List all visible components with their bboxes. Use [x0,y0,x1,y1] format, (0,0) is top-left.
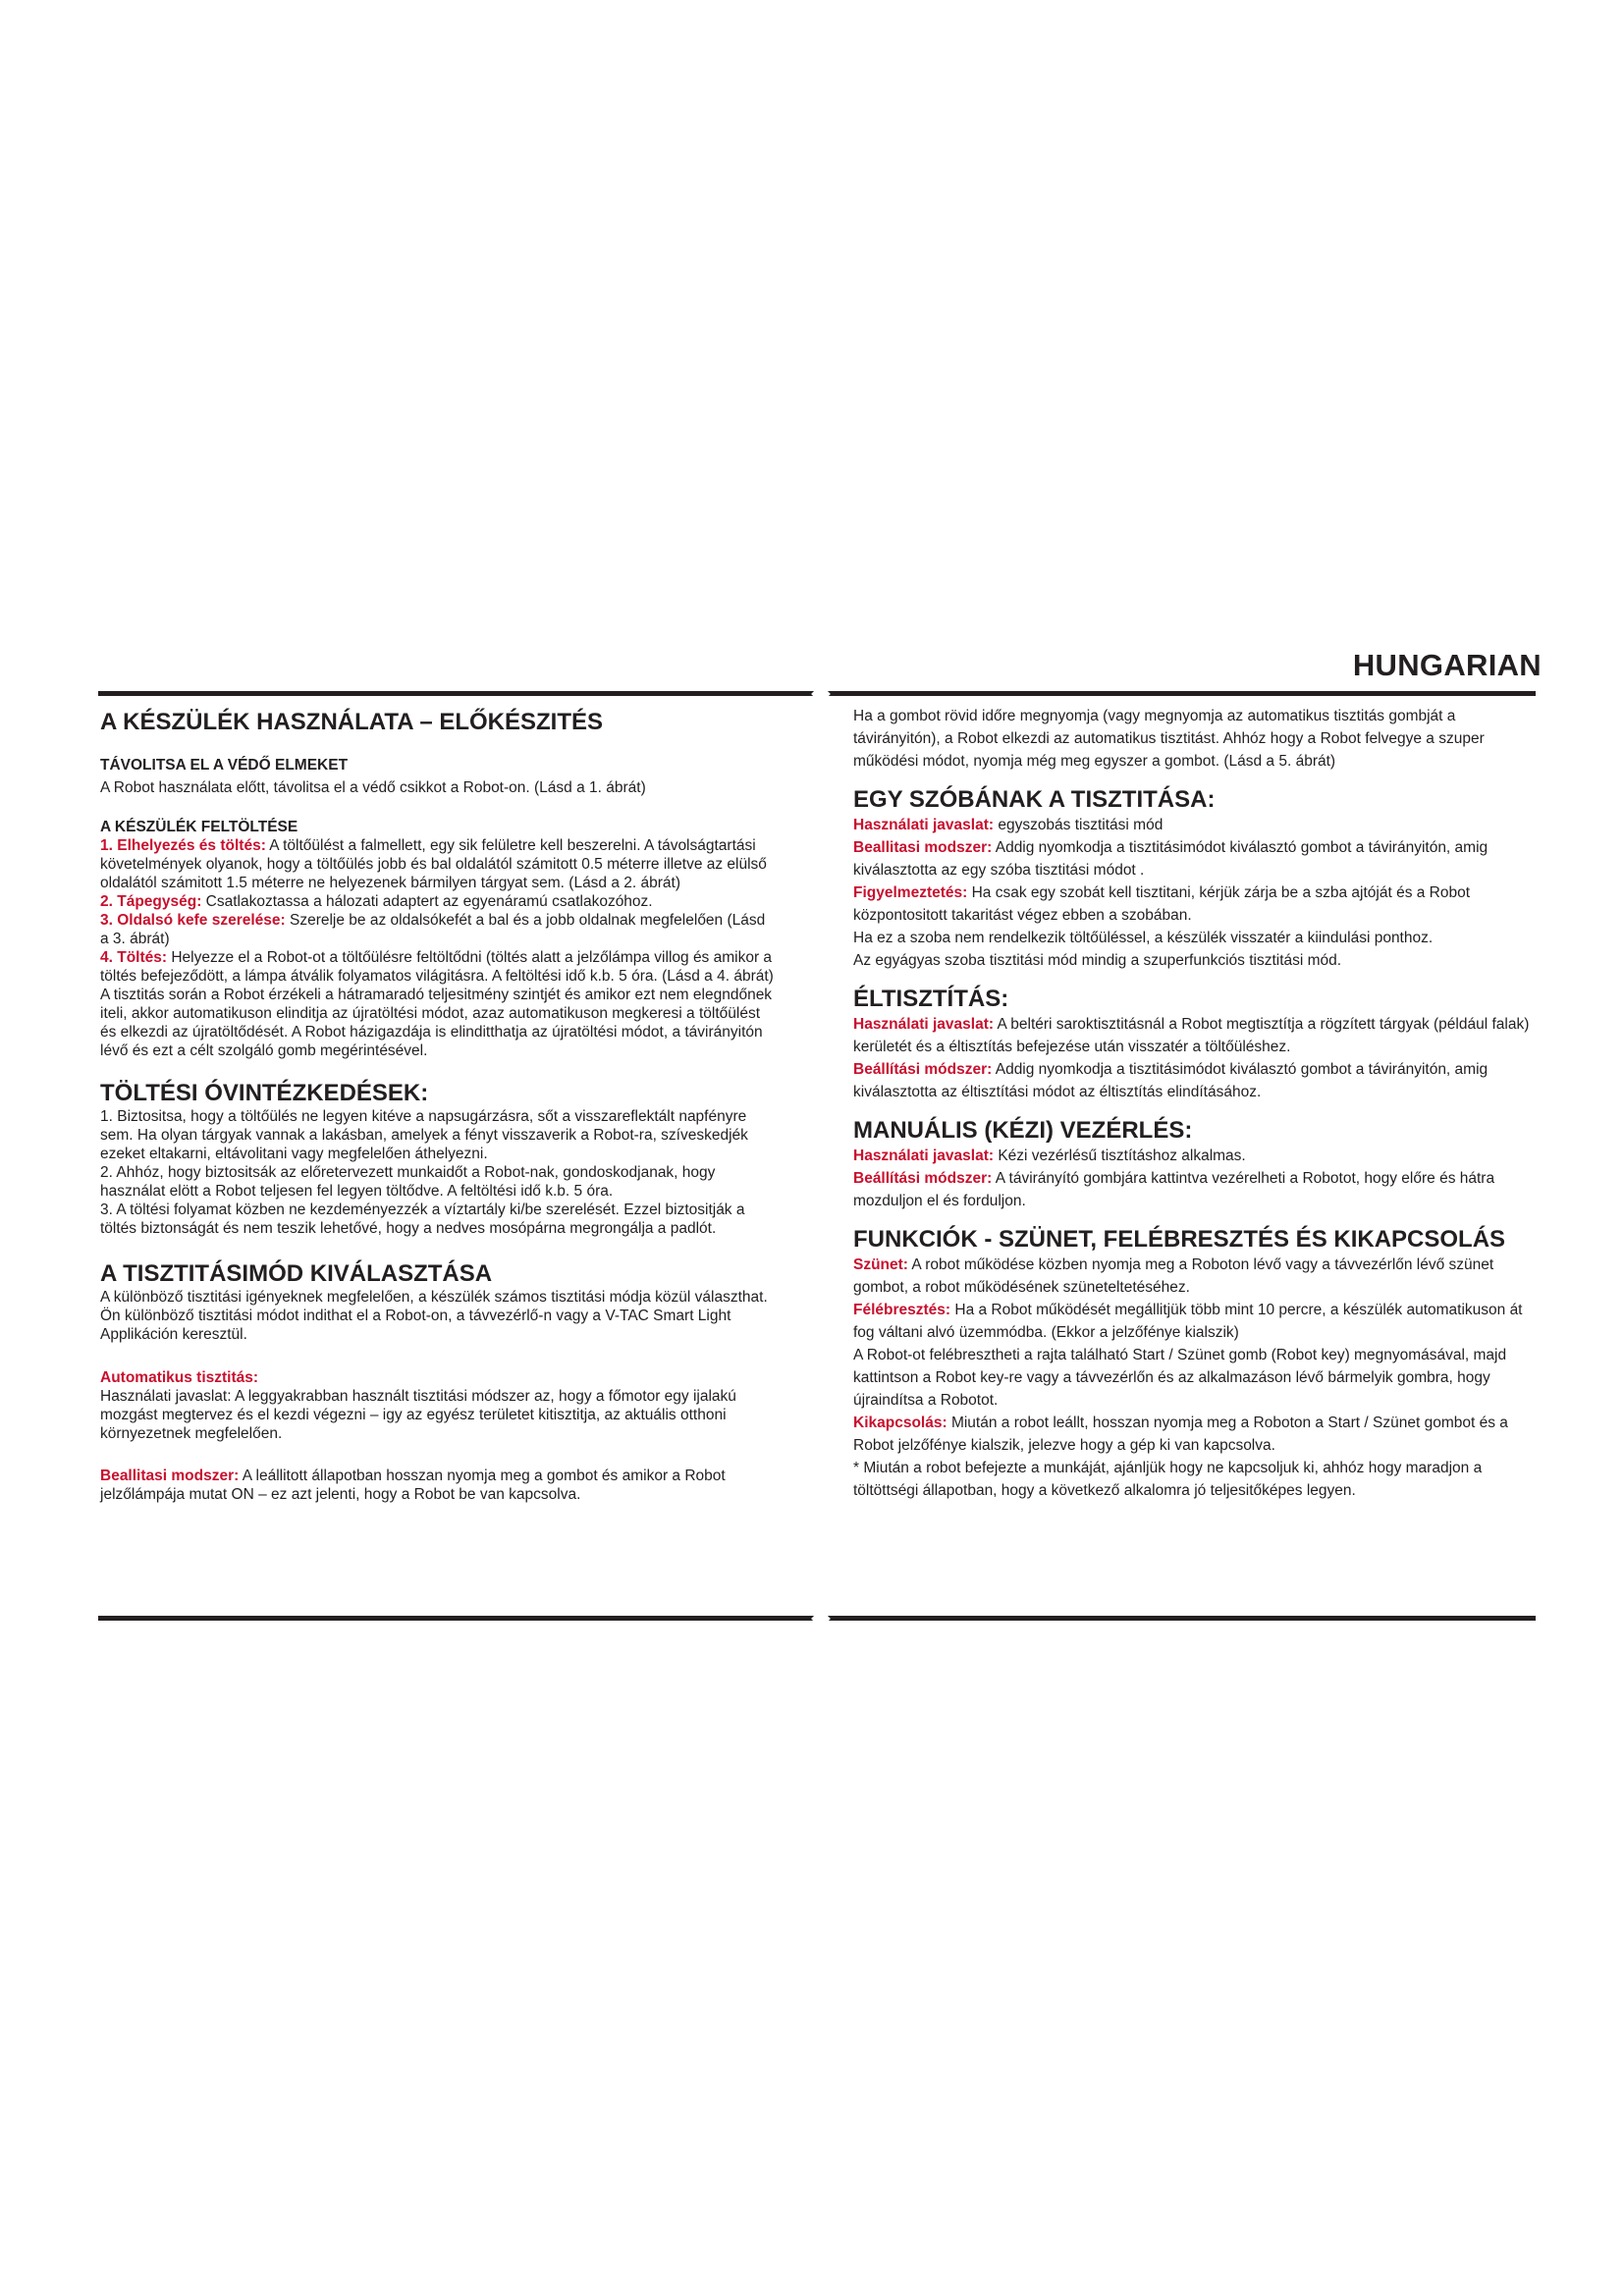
off-text: Miután a robot leállt, hosszan nyomja meg a Roboton a Start / Szünet gombot és a Robot jelzőfénye kialszik, jelezve hogy a gép ki van kapcsolva. [853,1415,1508,1454]
usage-text: A beltéri saroktisztitásnál a Robot megtisztítja a rögzített tárgyak (például falak) kerületét és a éltisztítás befejezése után visszatér a töltőüléshez. [853,1016,1530,1055]
setting-label: Beállítási módszer: [853,1170,993,1187]
pause-text: A robot működése közben nyomja meg a Roboton lévő vagy a távvezérlőn lévő szünet gombot, a robot működésének szüneteltetéséhez. [853,1256,1494,1296]
off-function [853,1412,1541,1457]
usage-label: Használati javaslat: [853,1016,995,1033]
edge-usage [853,1013,1541,1058]
wake-text: Ha a Robot működését megállitjük több mint 10 percre, a készülék automatikuson át fog váltani alvó üzemmódba. (Ekkor a jelzőfénye kialszik) [853,1302,1523,1341]
setting-method-body: A leállitott állapotban hosszan nyomja meg a gombot és amikor a Robot jelzőlámpája mutat ON – ez azt jelenti, hogy a Robot be van kapcsolva. [100,1468,726,1503]
caution-item-2: 2. Ahhóz, hogy biztositsák az előretervezett munkaidőt a Robot-nak, gondoskodjanak, hogy használat elött a Robot teljesen fel legyen töltődve. A feltöltési idő k.b. 5 óra. [100,1164,716,1200]
mode-selection-text: A különböző tisztitási igényeknek megfelelően, a készülék számos tisztitási módja közül választhat. Ön különböző tisztitási módot indithat el a Robot-on, a távvezérlő-n vagy a V-TAC Smart Light Applikáción keresztül. [100,1289,768,1343]
pause-label: Szünet: [853,1256,908,1273]
setting-text: Addig nyomkodja a tisztitásimódot kiválasztó gombot a távirányitón, amig kiválasztotta az egy szóba tisztitási módot . [853,839,1489,879]
setting-text: A távirányító gombjára kattintva vezérelheti a Robotot, hogy előre és hátra mozduljon el és forduljon. [853,1170,1495,1209]
manual-control-heading: MANUÁLIS (KÉZI) VEZÉRLÉS: [853,1117,1193,1144]
charge-item-2 [100,892,778,911]
preparation-title: A KÉSZÜLÉK HASZNÁLATA – ELŐKÉSZITÉS [100,709,604,735]
setting-text: Addig nyomkodja a tisztitásimódot kiválasztó gombot a távirányitón, amig kiválasztotta az éltisztítási módot az éltisztítás elindításához. [853,1061,1489,1100]
setting-method-label: Beallitasi modszer: [100,1468,240,1484]
setting-method-block [100,1467,778,1504]
caution-item-3: 3. A töltési folyamat közben ne kezdeményezzék a víztartály ki/be szerelését. Ezzel biztositják a töltés biztonságát és nem teszik lehetővé, hogy a nedves mosópárna megrongálja a padlót. [100,1201,745,1237]
auto-cleaning-block [100,1368,778,1443]
top-divider-notch [811,684,831,704]
protect-heading: TÁVOLITSA EL A VÉDŐ ELMEKET [100,757,349,774]
warning-text: Ha csak egy szobát kell tisztitani, kérjük zárja be a szba ajtóját és a Robot központositott takaritást végez ebben a szobában. [853,884,1471,924]
protect-text: A Robot használata előtt, távolitsa el a védő csikkot a Robot-on. (Lásd a 1. ábrát) [100,779,646,796]
functions-footnote: * Miután a robot befejezte a munkáját, ajánljük hogy ne kapcsoljuk ki, ahhóz hogy maradjon a töltöttségi állapotban, hogy a következő alkalomra jó teljesitőképes legyen. [853,1460,1483,1499]
warning-label: Figyelmeztetés: [853,884,968,901]
charge-item-text: A töltőülést a falmellett, egy sik felületre kell beszerelni. A távolságtartási követelmények olyanok, hogy a töltőülés jobb és bal oldalától számitott 0.5 méterre illetve az elülső oldalától számitott 1.5 méterre ne helyezenek bármilyen tárgyat sem. (Lásd a 2. ábrát) [100,837,767,891]
functions-heading: FUNKCIÓK - SZÜNET, FELÉBRESZTÉS ÉS KIKAPCSOLÁS [853,1226,1506,1253]
usage-label: Használati javaslat: [853,1148,995,1164]
usage-text: Kézi vezérlésű tisztításhoz alkalmas. [994,1148,1246,1164]
wake-note: A Robot-ot felébresztheti a rajta található Start / Szünet gomb (Robot key) megnyomásával, majd kattintson a Robot key-re vagy a távvezérlőn és az alkalmazáson lévő bármelyik gombra, hogy újraindítsa a Robotot. [853,1347,1507,1409]
single-room-note-2: Az egyágyas szoba tisztitási mód mindig a szuperfunkciós tisztitási mód. [853,952,1342,969]
single-room-usage [853,814,1541,836]
manual-usage [853,1145,1541,1167]
off-label: Kikapcsolás: [853,1415,947,1431]
caution-item-1: 1. Biztositsa, hogy a töltőülés ne legyen kitéve a napsugárzásra, sőt a visszareflektált napfényre sem. Ha olyan tárgyak vannak a lakásban, amelyek a fényt visszaverik a Robot-ra, szíveskedjék ezeket eltakarni, eltávolitani vagy megfelelően áthelyezni. [100,1108,748,1162]
charge-item-label: 3. Oldalsó kefe szerelése: [100,912,286,929]
pause-function [853,1254,1541,1299]
charge-item-label: 2. Tápegység: [100,893,202,910]
intro-text: Ha a gombot rövid időre megnyomja (vagy megnyomja az automatikus tisztitás gombját a távirányitón), a Robot elkezdi az automatikus tisztitást. Ahhóz hogy a Robot felvegye a szuper működési módot, nyomja még meg egyszer a gombot. (Lásd a 5. ábrát) [853,708,1485,770]
auto-cleaning-label: Automatikus tisztitás: [100,1369,259,1386]
charge-item-3 [100,911,778,948]
single-room-heading: EGY SZÓBÁNAK A TISZTITÁSA: [853,786,1216,813]
setting-label: Beallitasi modszer: [853,839,993,856]
wake-function [853,1299,1541,1344]
charge-heading: A KÉSZÜLÉK FELTÖLTÉSE [100,819,298,835]
right-column [853,705,1541,1502]
mode-selection-heading: A TISZTITÁSIMÓD KIVÁLASZTÁSA [100,1260,493,1287]
charge-item-text: Csatlakoztassa a hálozati adaptert az egyenáramú csatlakozóhoz. [201,893,653,910]
charge-item-text: Helyezze el a Robot-ot a töltőülésre feltöltődni (töltés alatt a jelzőlámpa villog és amikor a töltés befejeződött, a lámpa átválik folyamatos világitásra. A feltöltési idő k.b. 5 óra. (Lásd a 4. ábrát) [100,949,774,985]
left-column [100,705,778,1504]
charge-item-label: 4. Töltés: [100,949,168,966]
edge-setting [853,1058,1541,1103]
charge-note: A tisztitás során a Robot érzékeli a hátramaradó teljesitmény szintjét és amikor ezt nem elegndőnek iteli, akkor automatikuson elinditja az újratöltési módot, azaz automatikuson megkeresi a töltőülést és elkezdi az újratöltődését. A Robot házigazdája is elinditthatja az újratöltési módot, a távirányitón lévő és ezt a célt szolgáló gomb megérintésével. [100,987,773,1059]
edge-cleaning-heading: ÉLTISZTÍTÁS: [853,986,1009,1012]
single-room-warning [853,881,1541,927]
charge-item-4 [100,948,778,986]
usage-text: egyszobás tisztitási mód [994,817,1164,833]
wake-label: Félébresztés: [853,1302,951,1318]
language-title: HUNGARIAN [1352,648,1542,682]
auto-cleaning-text: Használati javaslat: A leggyakrabban használt tisztitási módszer az, hogy a főmotor egy ijalakú mozgást megtervez és el kezdi végezni – igy az egyész területet kitisztitja, az aktuális otthoni környezetnek megfelelően. [100,1388,736,1442]
single-room-setting [853,836,1541,881]
setting-label: Beállítási módszer: [853,1061,993,1078]
charge-item-1 [100,836,778,892]
cautions-heading: TÖLTÉSI ÓVINTÉZKEDÉSEK: [100,1080,429,1106]
manual-setting [853,1167,1541,1212]
setting-method-text [100,1467,778,1504]
usage-label: Használati javaslat: [853,817,995,833]
charge-item-label: 1. Elhelyezés és töltés: [100,837,266,854]
bottom-divider-notch [811,1609,831,1629]
charge-item-text: Szerelje be az oldalsókefét a bal és a jobb oldalnak megfelelően (Lásd a 3. ábrát) [100,912,766,947]
single-room-note-1: Ha ez a szoba nem rendelkezik töltőüléssel, a készülék visszatér a kiindulási ponthoz. [853,930,1434,946]
